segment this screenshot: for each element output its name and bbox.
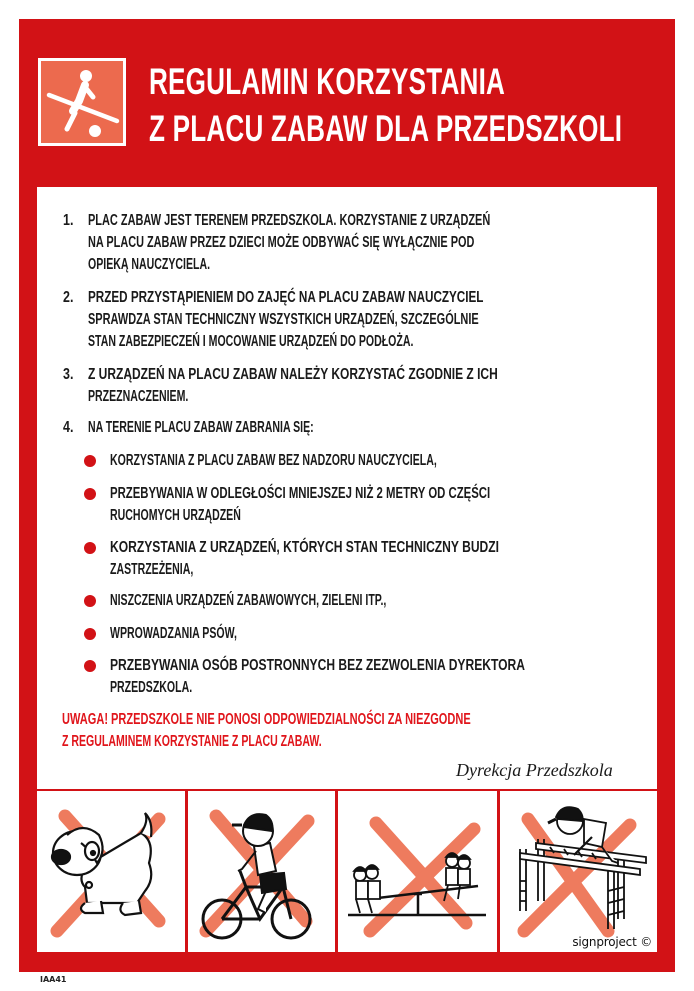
seesaw-child-icon <box>38 58 126 146</box>
prohibition-text-line: KORZYSTANIA Z PLACU ZABAW BEZ NADZORU NAUCZYCIELA, <box>110 452 437 469</box>
prohibition-text-line: RUCHOMYCH URZĄDZEŃ <box>110 507 241 524</box>
copyright-credit: signproject © <box>572 935 652 949</box>
no-bicycles-icon <box>188 791 335 952</box>
rule-text-line: NA TERENIE PLACU ZABAW ZABRANIA SIĘ: <box>88 419 314 436</box>
bullet-icon <box>84 628 96 640</box>
rules-panel <box>37 187 657 789</box>
pictogram-strip <box>37 791 657 952</box>
prohibition-text-line: PRZEBYWANIA W ODLEGŁOŚCI MNIEJSZEJ NIŻ 2 METRY OD CZĘŚCI <box>110 485 491 502</box>
rule-number: 2. <box>63 289 74 306</box>
prohibition-text-line: PRZEBYWANIA OSÓB POSTRONNYCH BEZ ZEZWOLENIA DYREKTORA <box>110 657 525 674</box>
bullet-icon <box>84 542 96 554</box>
rule-text-line: Z URZĄDZEŃ NA PLACU ZABAW NALEŻY KORZYSTAĆ ZGODNIE Z ICH <box>88 366 498 383</box>
product-code: IAA41 <box>40 975 67 984</box>
rule-text-line: STAN ZABEZPIECZEŃ I MOCOWANIE URZĄDZEŃ DO PODŁOŻA. <box>88 333 414 350</box>
title-line-2: Z PLACU ZABAW DLA PRZEDSZKOLI <box>149 108 623 149</box>
rule-text-line: NA PLACU ZABAW PRZEZ DZIECI MOŻE ODBYWAĆ SIĘ WYŁĄCZNIE POD <box>88 234 475 251</box>
rule-number: 3. <box>63 366 74 383</box>
prohibition-text-line: KORZYSTANIA Z URZĄDZEŃ, KTÓRYCH STAN TECHNICZNY BUDZI <box>110 539 500 556</box>
prohibition-text-line: NISZCZENIA URZĄDZEŃ ZABAWOWYCH, ZIELENI ITP., <box>110 592 387 609</box>
rule-text-line: PLAC ZABAW JEST TERENEM PRZEDSZKOLA. KORZYSTANIE Z URZĄDZEŃ <box>88 212 491 229</box>
prohibition-text-line: WPROWADZANIA PSÓW, <box>110 625 237 642</box>
title-line-1: REGULAMIN KORZYSTANIA <box>149 61 506 102</box>
no-seesaw-misuse-icon <box>338 791 497 952</box>
bullet-icon <box>84 488 96 500</box>
rule-number: 4. <box>63 419 74 436</box>
bullet-icon <box>84 660 96 672</box>
seesaw-child-glyph <box>41 61 123 143</box>
rule-text-line: PRZED PRZYSTĄPIENIEM DO ZAJĘĆ NA PLACU ZABAW NAUCZYCIEL <box>88 289 484 306</box>
bullet-icon <box>84 455 96 467</box>
signature: Dyrekcja Przedszkola <box>456 760 613 780</box>
prohibition-text-line: ZASTRZEŻENIA, <box>110 561 194 578</box>
rule-text-line: OPIEKĄ NAUCZYCIELA. <box>88 256 211 273</box>
warning-text-line: UWAGA! PRZEDSZKOLE NIE PONOSI ODPOWIEDZIALNOŚCI ZA NIEZGODNE <box>62 711 471 728</box>
rule-text-line: SPRAWDZA STAN TECHNICZNY WSZYSTKICH URZĄDZEŃ, SZCZEGÓLNIE <box>88 311 479 328</box>
warning-text-line: Z REGULAMINEM KORZYSTANIE Z PLACU ZABAW. <box>62 733 322 750</box>
no-dogs-icon <box>37 791 185 952</box>
rule-text-line: PRZEZNACZENIEM. <box>88 388 189 405</box>
prohibition-text-line: PRZEDSZKOLA. <box>110 679 193 696</box>
page-title <box>149 58 694 152</box>
no-climbing-frame-misuse-icon <box>500 791 657 952</box>
rule-number: 1. <box>63 212 74 229</box>
bullet-icon <box>84 595 96 607</box>
